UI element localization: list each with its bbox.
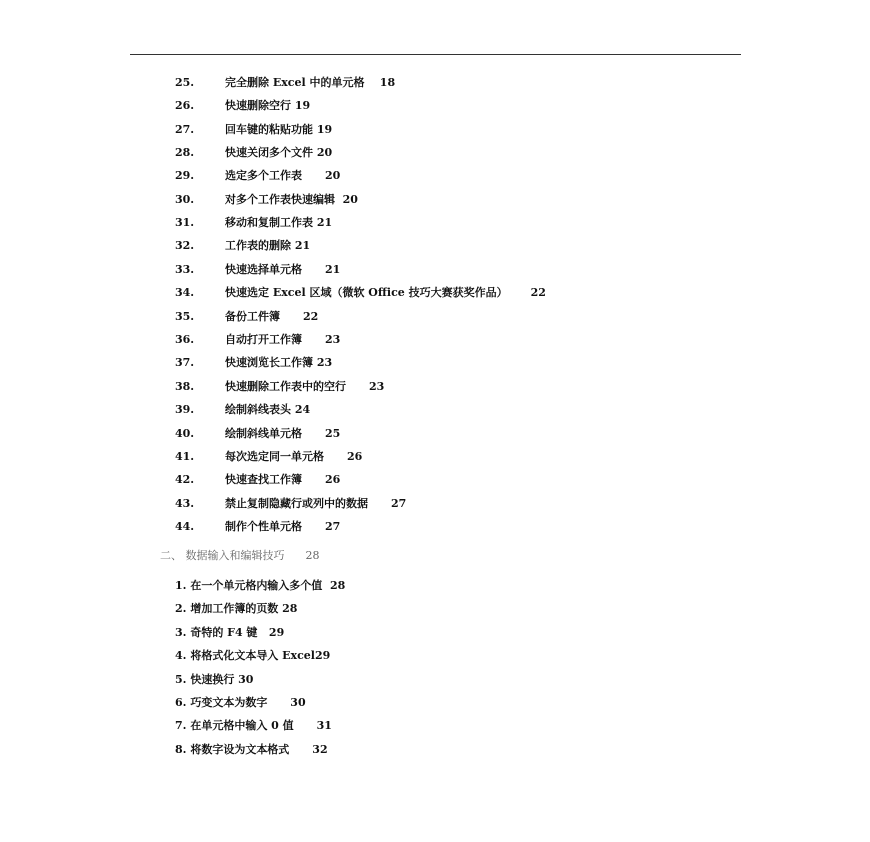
toc-item-number: 35.	[175, 310, 195, 323]
toc-item-title: 选定多个工作表 20	[225, 169, 341, 182]
toc-item-title: 自动打开工作簿 23	[225, 333, 341, 346]
toc-item-number: 39.	[175, 403, 195, 416]
header-rule	[130, 54, 741, 55]
toc-item-number: 34.	[175, 286, 195, 299]
toc-item-number: 41.	[175, 450, 195, 463]
toc-item-title: 制作个性单元格 27	[225, 520, 341, 533]
toc-item-title: 完全删除 Excel 中的单元格 18	[225, 76, 396, 89]
toc-item-number: 30.	[175, 193, 195, 206]
toc-item-title: 工作表的删除 21	[225, 239, 311, 252]
toc-item-number: 38.	[175, 380, 195, 393]
toc-item-number: 28.	[175, 146, 195, 159]
toc-item-title: 快速关闭多个文件 20	[225, 146, 333, 159]
toc-item-number: 29.	[175, 169, 195, 182]
toc-item-title: 对多个工作表快速编辑 20	[225, 193, 358, 206]
toc-subitem[interactable]: 4. 将格式化文本导入 Excel29	[175, 649, 331, 662]
toc-subitem[interactable]: 5. 快速换行 30	[175, 673, 254, 686]
toc-item-title: 移动和复制工作表 21	[225, 216, 333, 229]
toc-section-heading[interactable]: 二、 数据输入和编辑技巧 28	[160, 549, 320, 562]
toc-item-title: 禁止复制隐藏行或列中的数据 27	[225, 497, 407, 510]
toc-subitem[interactable]: 6. 巧变文本为数字 30	[175, 696, 306, 709]
toc-item-title: 绘制斜线单元格 25	[225, 427, 341, 440]
toc-item-title: 快速选择单元格 21	[225, 263, 341, 276]
toc-item-number: 31.	[175, 216, 195, 229]
toc-item-number: 33.	[175, 263, 195, 276]
toc-subitem[interactable]: 8. 将数字设为文本格式 32	[175, 743, 328, 756]
toc-item-title: 回车键的粘贴功能 19	[225, 123, 333, 136]
toc-item-number: 44.	[175, 520, 195, 533]
toc-item-title: 绘制斜线表头 24	[225, 403, 311, 416]
toc-item-number: 37.	[175, 356, 195, 369]
toc-item-title: 每次选定同一单元格 26	[225, 450, 363, 463]
toc-item-number: 26.	[175, 99, 195, 112]
toc-item-title: 备份工件簿 22	[225, 310, 319, 323]
toc-item-title: 快速删除空行 19	[225, 99, 311, 112]
toc-subitem[interactable]: 3. 奇特的 F4 键 29	[175, 626, 285, 639]
toc-subitem[interactable]: 7. 在单元格中输入 0 值 31	[175, 719, 332, 732]
toc-item-title: 快速删除工作表中的空行 23	[225, 380, 385, 393]
toc-item-title: 快速查找工作簿 26	[225, 473, 341, 486]
toc-subitem[interactable]: 1. 在一个单元格内输入多个值 28	[175, 579, 346, 592]
toc-item-number: 42.	[175, 473, 195, 486]
toc-item-number: 43.	[175, 497, 195, 510]
toc-item-number: 36.	[175, 333, 195, 346]
toc-item-title: 快速选定 Excel 区域（微软 Office 技巧大赛获奖作品） 22	[225, 286, 546, 299]
toc-item-title: 快速浏览长工作簿 23	[225, 356, 333, 369]
toc-item-number: 27.	[175, 123, 195, 136]
toc-subitem[interactable]: 2. 增加工作簿的页数 28	[175, 602, 298, 615]
toc-item-number: 25.	[175, 76, 195, 89]
toc-item-number: 40.	[175, 427, 195, 440]
toc-item-number: 32.	[175, 239, 195, 252]
